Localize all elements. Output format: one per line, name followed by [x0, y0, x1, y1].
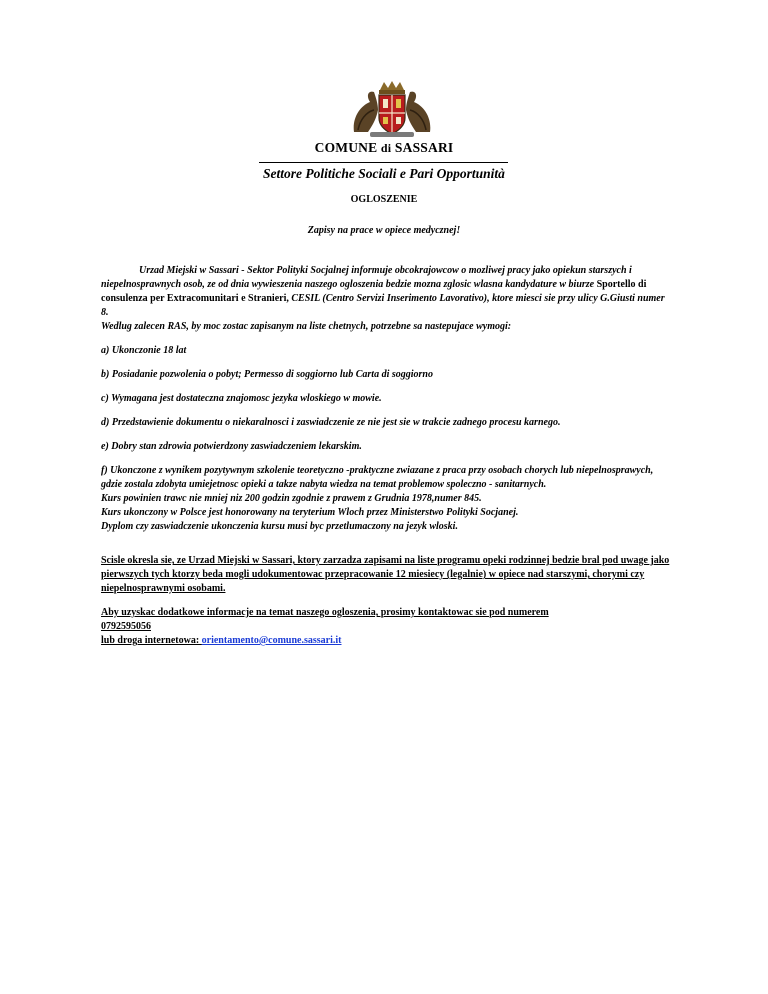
requirement-e: e) Dobry stan zdrowia potwierdzony zaswiadczeniem lekarskim.	[101, 441, 362, 452]
requirement-b: b) Posiadanie pozwolenia o pobyt; Permesso di soggiorno lub Carta di soggiorno	[101, 369, 433, 380]
department-title: Settore Politiche Sociali e Pari Opportunità	[263, 166, 505, 181]
course-recognition: Kurs ukonczony w Polsce jest honorowany na teryterium Wloch przez Ministerstwo Polityki Socjanej.	[101, 507, 519, 518]
coat-of-arms-icon	[348, 80, 436, 138]
notice-subtitle: Zapisy na prace w opiece medycznej!	[307, 225, 461, 236]
requirement-a: a) Ukonczonie 18 lat	[101, 345, 187, 356]
header-divider	[259, 162, 508, 163]
requirement-d: d) Przedstawienie dokumentu o niekaralnosci i zaswiadczenie ze nie jest sie w trakcie zadnego procesu karnego.	[101, 417, 561, 428]
intro-text: Urzad Miejski w Sassari - Sektor Polityki Socjalnej informuje obcokrajowcow o mozliwej pracy jako opiekun starszych i niepelnosprawnych osob, ze od dnia wywieszenia naszego ogloszenia bedzie mozna zglosic wlasna kandydature w biurze	[101, 265, 632, 290]
comune-di: di	[380, 141, 392, 155]
office-name: Sportello di consulenza per Extracomunitari e Stranieri,	[101, 279, 647, 304]
comune-city: SASSARI	[391, 140, 454, 155]
contact-web-label: lub droga internetowa:	[101, 635, 202, 646]
contact-email-link[interactable]: orientamento@comune.sassari.it	[201, 635, 342, 646]
priority-note: Scisle okresla sie, ze Urzad Miejski w Sassari, ktory zarzadza zapisami na liste programu opeki rodzinnej bedzie bral pod uwage jako pierwszych tych ktorzy beda mogli udokumentowac przepracowanie 12 miesiecy (legalnie) w opiece nad starszymi, chorymi czy niepelnosprawnymi osobami.	[101, 555, 670, 594]
contact-web	[101, 634, 671, 648]
intro-requirements: Wedlug zalecen RAS, by moc zostac zapisanym na liste chetnych, potrzebne sa nastepujace wymogi:	[101, 321, 512, 332]
notice-title: OGLOSZENIE	[350, 194, 418, 205]
contact-phone: 0792595056	[101, 621, 151, 632]
intro-paragraph	[101, 264, 671, 320]
comune-main: COMUNE	[314, 140, 381, 155]
comune-title	[0, 140, 768, 156]
contact-text: Aby uzyskac dodatkowe informacje na temat naszego ogloszenia, prosimy kontaktowac sie pod numerem	[101, 607, 549, 618]
requirement-f: f) Ukonczone z wynikem pozytywnym szkolenie teoretyczno -praktyczne zwiazane z praca przy osobach chorych lub niepelnosprawych, gdzie zostala zdobyta umiejetnosc opieki a takze nabyta wiedza na temat problemow spoleczno - sanitarnych.	[101, 465, 654, 490]
center-name: CESIL (Centro Servizi Inserimento Lavorativo), ktore miesci sie przy ulicy G.Giusti numer 8.	[101, 293, 665, 318]
requirement-c: c) Wymagana jest dostateczna znajomosc jezyka wloskiego w mowie.	[101, 393, 382, 404]
course-hours: Kurs powinien trawc nie mniej niz 200 godzin zgodnie z prawem z Grudnia 1978,numer 845.	[101, 493, 482, 504]
diploma-translation: Dyplom czy zaswiadczenie ukonczenia kursu musi byc przetlumaczony na jezyk wloski.	[101, 521, 458, 532]
notice-body	[101, 264, 671, 648]
